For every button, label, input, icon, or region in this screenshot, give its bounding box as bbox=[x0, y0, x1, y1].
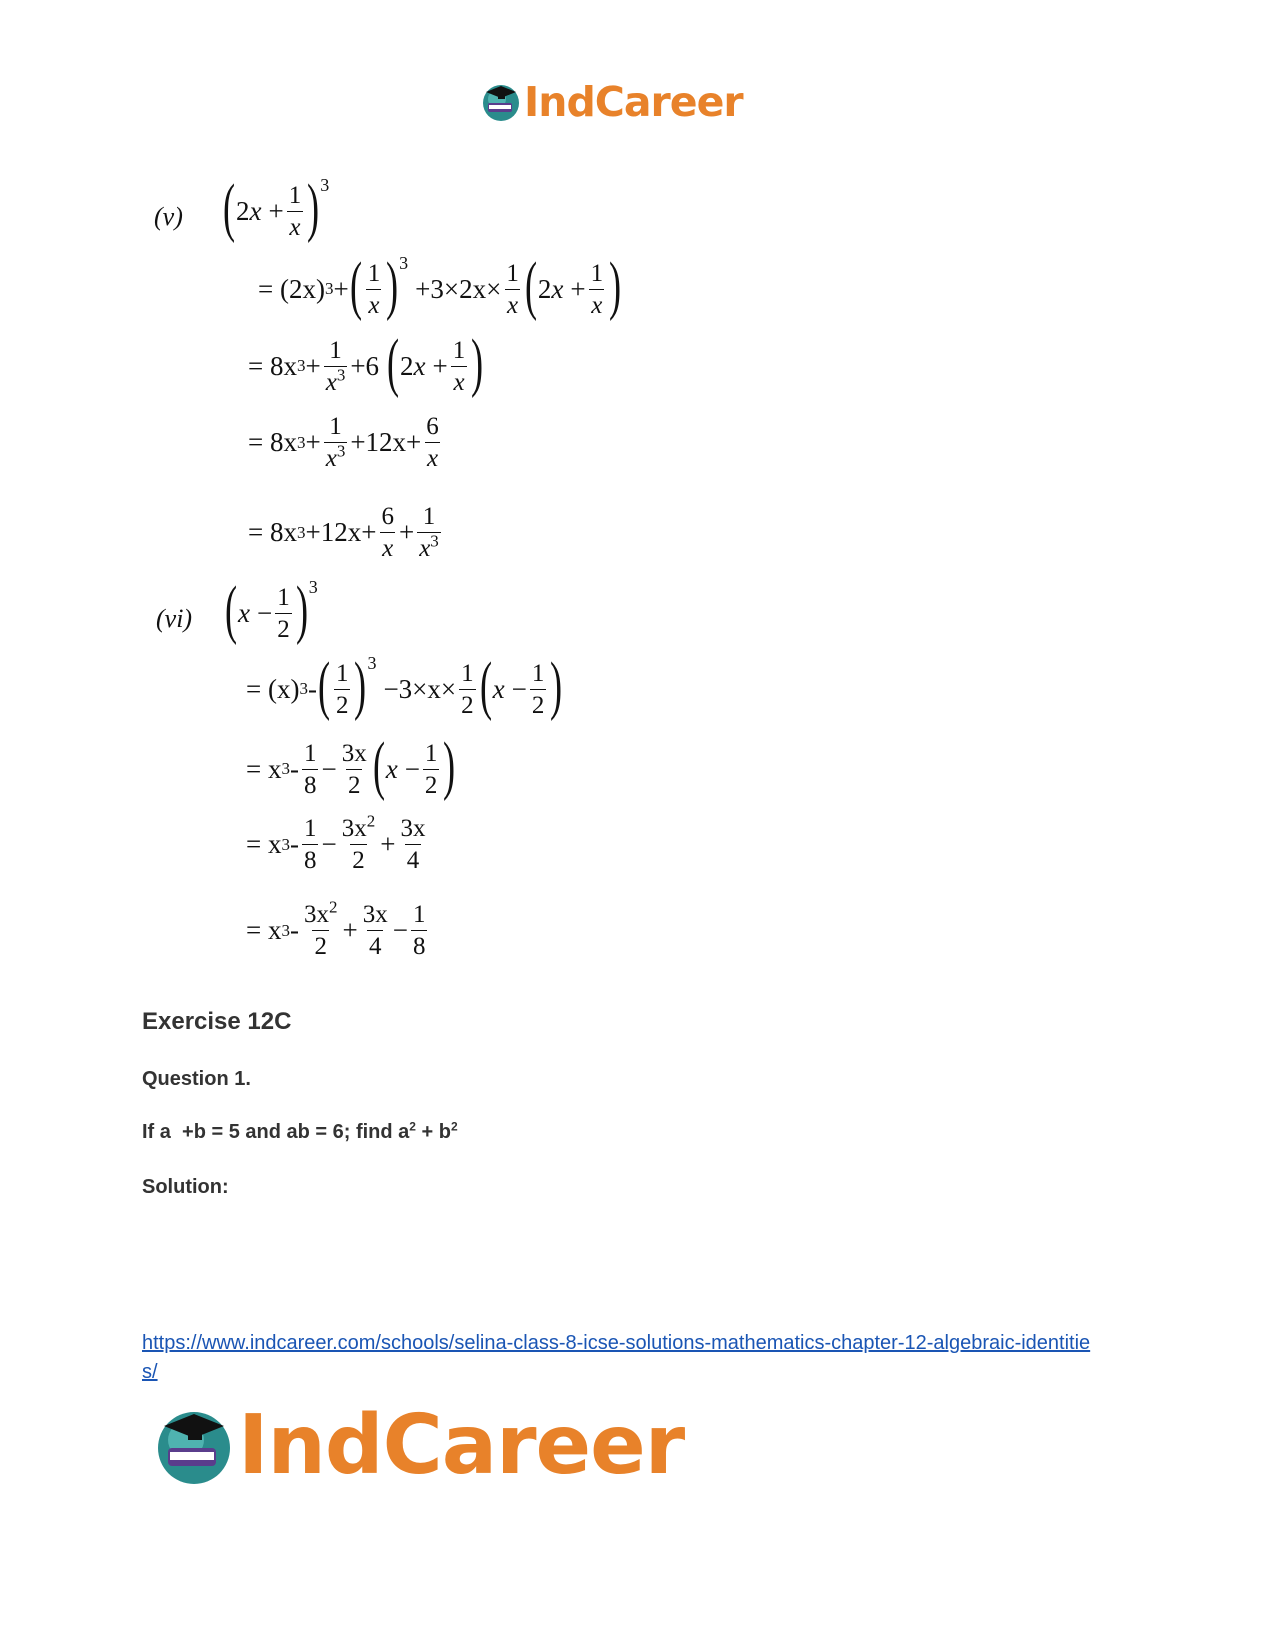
question-label: Question 1. bbox=[142, 1068, 251, 1090]
part-v-step-4: = 8x 3 +12x+ $\frac{6}{x}$ + $\frac{1}{x^3}$ bbox=[248, 503, 439, 562]
part-vi-step-2: = x 3 - $\frac{1}{8}$ − $\frac{3x}{2}$ ( x − $\frac{1}{2}$ ) bbox=[246, 729, 456, 802]
part-vi-step-1: = (x) 3 - ( $\frac{1}{2}$ ) 3 −3×x× $\frac{1}{2}$ ( x − $\frac{1}{2}$ ) bbox=[246, 649, 563, 722]
part-v-step-2: = 8x 3 + $\frac{1}{x^3}$ +6 ( 2 x + $\frac{1}{x}$ ) bbox=[248, 326, 484, 399]
part-v-expression: ( 2 x + $\frac{1}{x}$ ) 3 bbox=[222, 171, 330, 244]
part-vi-label: (vi) bbox=[156, 604, 193, 633]
part-v-label: (v) bbox=[154, 202, 183, 231]
footer-logo-text: IndCareer bbox=[238, 1398, 685, 1493]
exercise-title: Exercise 12C bbox=[142, 1008, 292, 1035]
part-v-step-3: = 8x 3 + $\frac{1}{x^3}$ +12x+ $\frac{6}{x}$ bbox=[248, 413, 439, 472]
header-logo-text: IndCareer bbox=[524, 78, 743, 126]
footer-logo bbox=[152, 1398, 684, 1493]
globe-graduate-icon bbox=[152, 1404, 236, 1488]
question-text: If a +b = 5 and ab = 6; find $a^2 + b^2$ bbox=[142, 1119, 458, 1143]
part-vi-expression: ( x − $\frac{1}{2}$ ) 3 bbox=[224, 573, 318, 646]
source-link[interactable]: https://www.indcareer.com/schools/selina-class-8-icse-solutions-mathematics-chapter-12-algebraic-identities/ bbox=[142, 1332, 1091, 1383]
part-v-step-1: = (2x) 3 + ( $\frac{1}{x}$ ) 3 +3×2x× $\frac{1}{x}$ ( 2 x + $\frac{1}{x}$ ) bbox=[258, 249, 622, 322]
part-vi-step-3: = x 3 - $\frac{1}{8}$ − $\frac{3x^2}{2}$ + $\frac{3x}{4}$ bbox=[246, 811, 426, 874]
part-vi-step-4: = x 3 - $\frac{3x^2}{2}$ + $\frac{3x}{4}$ − $\frac{1}{8}$ bbox=[246, 897, 426, 960]
globe-graduate-icon bbox=[480, 81, 522, 123]
header-logo bbox=[480, 78, 743, 126]
solution-label: Solution: bbox=[142, 1176, 229, 1198]
